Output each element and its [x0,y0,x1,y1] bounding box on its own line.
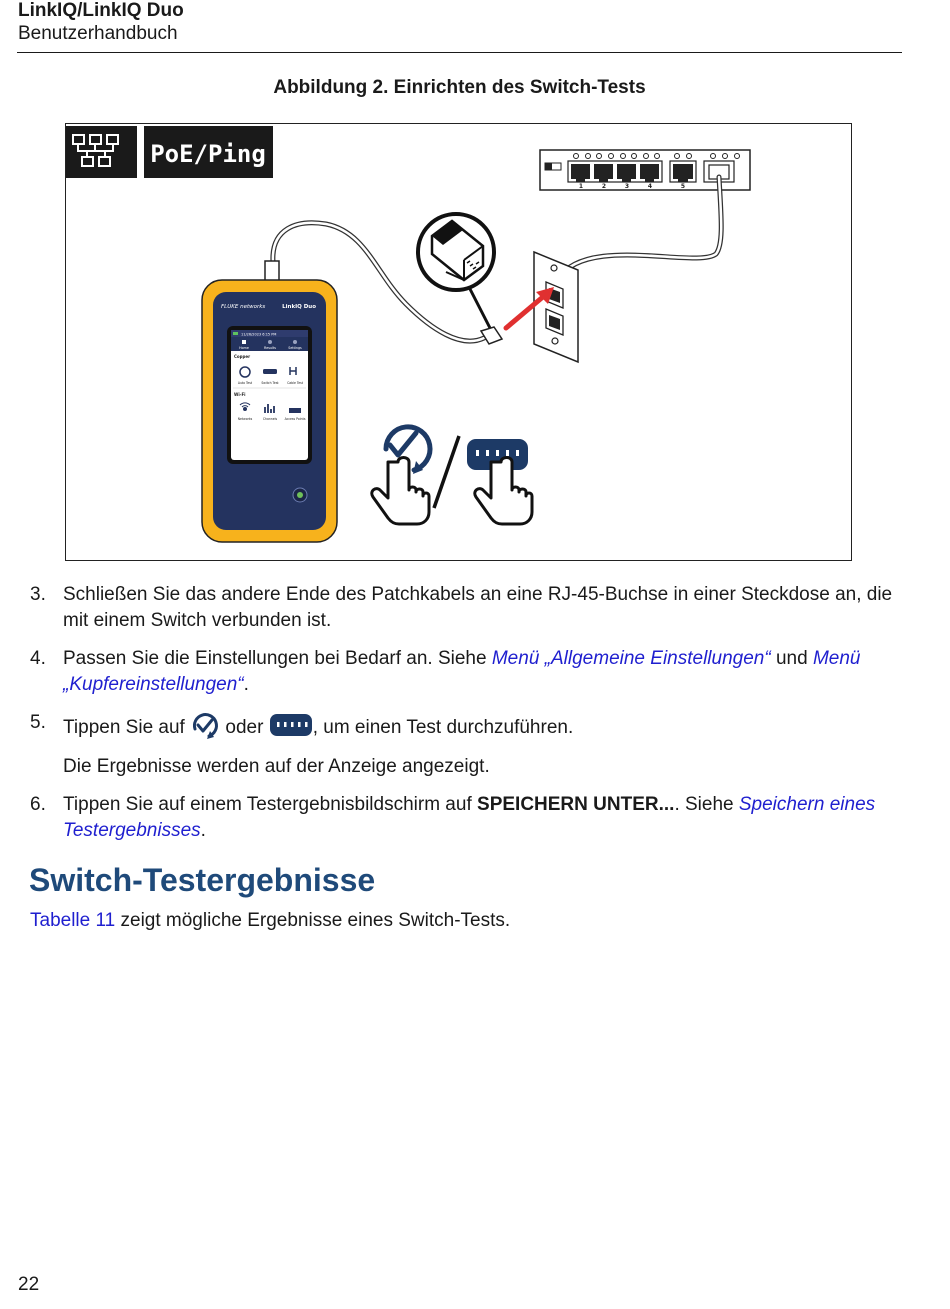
step-3 [28,582,900,634]
mode-label: PoE/Ping [150,140,266,168]
section-paragraph [30,910,510,932]
switch-port-number: 1 [578,183,584,190]
step-result: Die Ergebnisse werden auf der Anzeige angezeigt. [63,756,490,777]
step-number: 6. [30,794,46,815]
device-tab-home: Home [239,346,249,350]
save-as-label: SPEICHERN UNTER... [477,794,675,815]
or-slash [434,436,459,508]
network-tree-icon [66,126,137,178]
step-text: . [200,820,206,841]
step-text: Passen Sie die Einstellungen bei Bedarf an. Siehe [63,648,492,669]
step-text: Tippen Sie auf einem Testergebnisbildschirm auf [63,794,478,815]
patch-cable-switch [558,177,721,279]
device-model: LinkIQ Duo [282,304,316,310]
device-tile-channels: Channels [262,417,278,421]
step-text: . [243,674,249,695]
section-text: zeigt mögliche Ergebnisse eines Switch-Tests. [115,910,511,931]
linkiq-device [202,280,337,542]
link-save-test-result[interactable]: Speichern eines Testergebnisses [63,794,876,841]
header-divider [17,52,902,53]
step-text: oder [220,717,269,738]
step-text: Schließen Sie das andere Ende des Patchkabels an eine RJ-45-Buchse in einer Steckdose an, die mit einem Switch verbunden ist. [63,584,893,631]
device-wifi-heading: Wi-Fi [234,392,246,397]
autotest-gauge-icon [190,710,220,740]
switch-port-number: 4 [647,183,653,190]
step-text: . Siehe [674,794,739,815]
link-table-11[interactable]: Tabelle 11 [30,910,116,931]
step-4 [28,646,900,698]
document-title: LinkIQ/LinkIQ Duo [18,0,184,21]
wall-outlet [534,252,578,362]
procedure-steps [28,582,900,856]
device-tile-cabletest: Cable Test [287,381,303,385]
device-tab-results: Results [264,346,276,350]
switch-test-icon [269,713,313,737]
section-heading: Switch-Testergebnisse [29,862,376,898]
step-text: , um einen Test durchzuführen. [312,717,574,738]
step-number: 3. [30,584,46,605]
device-tile-networks: Networks [237,417,253,421]
switch-port-number: 2 [601,183,607,190]
rj45-plug-icon [418,214,494,290]
device-status-bar: 11/26/2023 6:15 PM [241,332,277,337]
device-brand: FLUKE networks [221,304,266,310]
device-tile-accesspoints: Access Points [284,417,306,421]
step-6 [28,792,900,844]
device-tab-settings: Settings [288,346,302,350]
step-number: 5. [30,712,46,733]
step-number: 4. [30,648,46,669]
device-tile-autotest: Auto Test [237,381,253,385]
switch-port-number: 3 [624,183,630,190]
figure-caption: Abbildung 2. Einrichten des Switch-Tests [273,77,646,98]
step-text: Tippen Sie auf [63,717,191,738]
step-text: und [770,648,813,669]
switch-port-number: 5 [680,183,686,190]
link-general-settings[interactable]: Menü „Allgemeine Einstellungen“ [491,648,771,669]
link-copper-settings[interactable]: Menü „Kupfereinstellungen“ [63,648,861,695]
device-tile-switchtest: Switch Test [261,381,279,385]
step-5 [28,710,900,780]
figure-illustration [66,124,852,561]
document-subtitle: Benutzerhandbuch [18,23,178,44]
switch-test-figure [65,123,852,561]
device-copper-heading: Copper [234,354,251,359]
page-number: 22 [18,1274,40,1295]
